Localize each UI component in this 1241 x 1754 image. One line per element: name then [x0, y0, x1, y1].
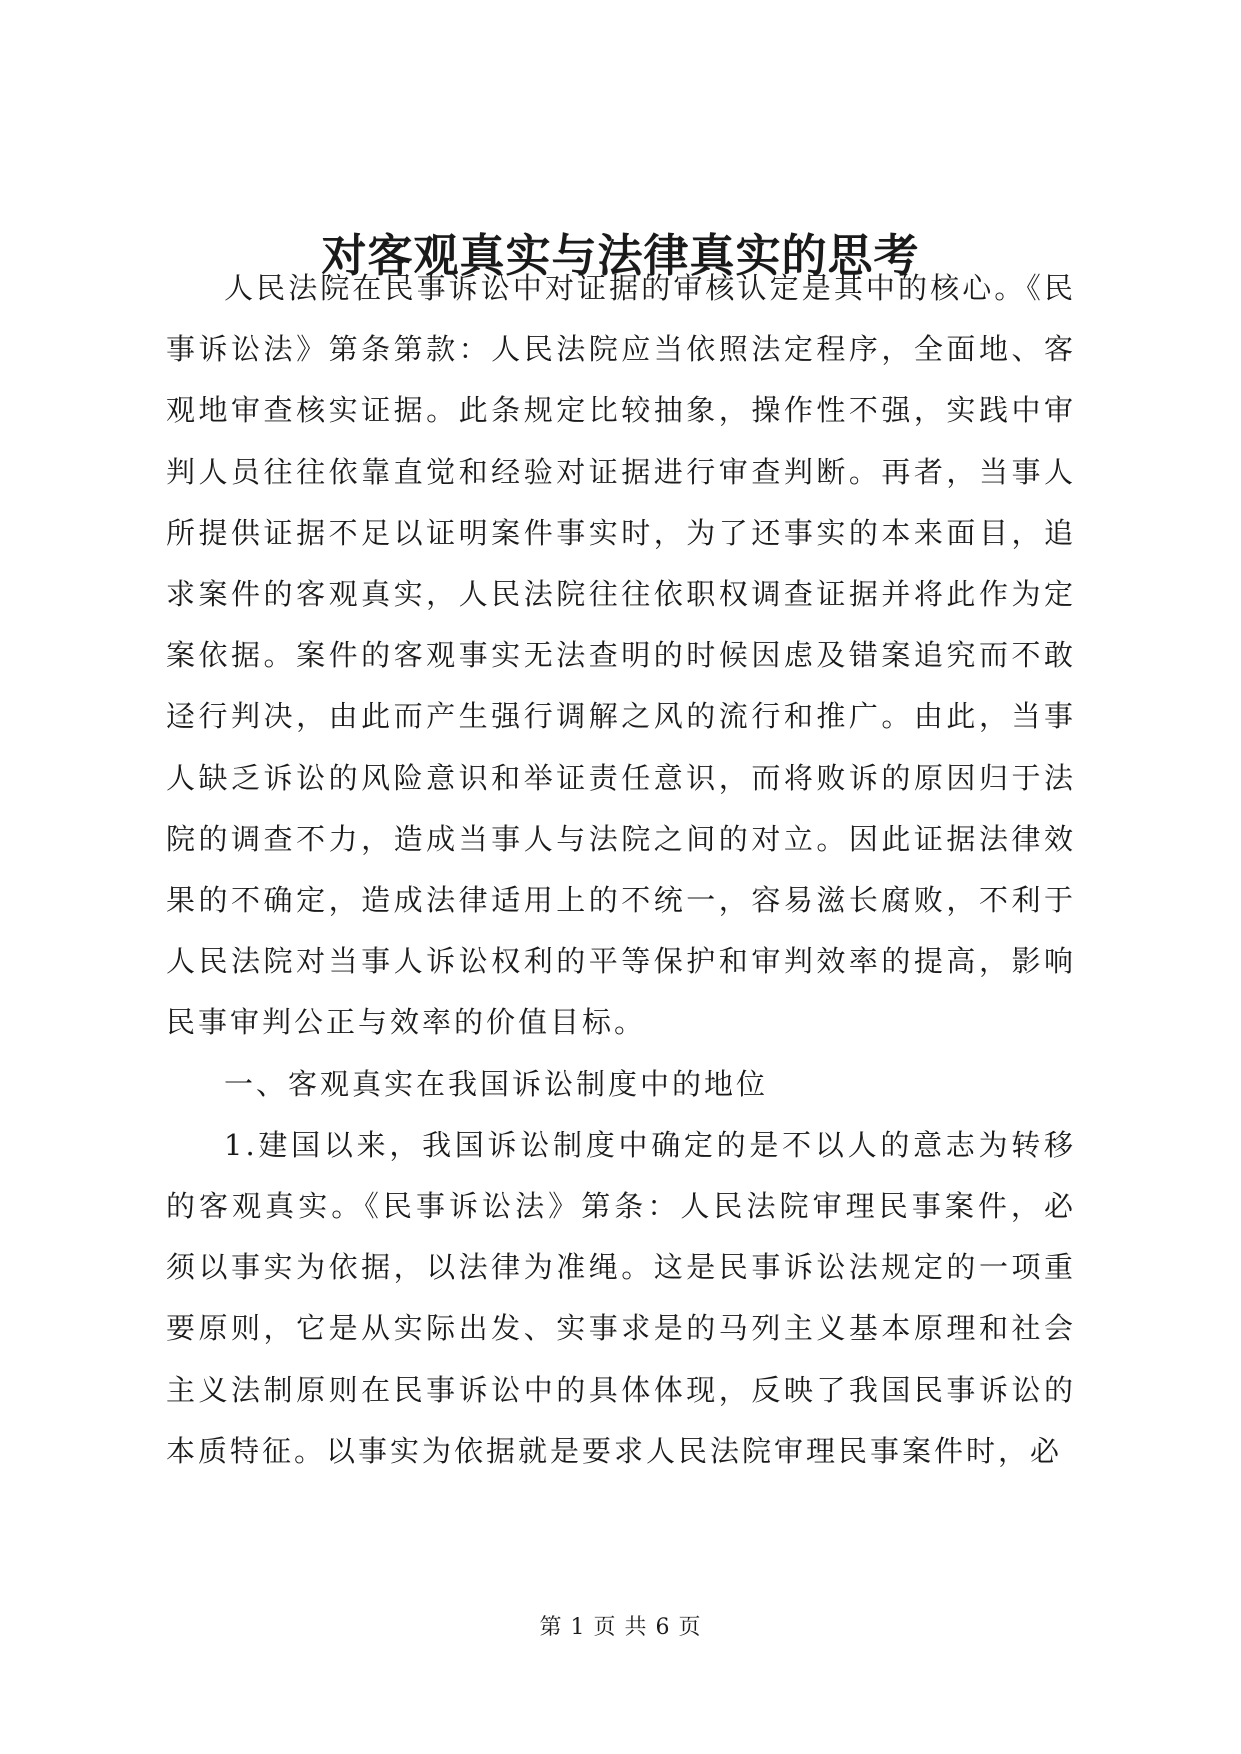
section-heading: 一、客观真实在我国诉讼制度中的地位: [224, 1066, 769, 1101]
section-paragraph: 1.建国以来，我国诉讼制度中确定的是不以人的意志为转移的客观真实。《民事诉讼法》第条：人民法院审理民事案件，必须以事实为依据，以法律为准绳。这是民事诉讼法规定的一项重要原则，它是从实际出发、实事求是的马列主义基本原理和社会主义法制原则在民事诉讼中的具体体现，反映了我国民事诉讼的本质特征。以事实为依据就是要求人民法院审理民事案件时，必: [166, 1127, 1076, 1468]
document-title: 对客观真实与法律真实的思考: [321, 229, 920, 282]
page-number-footer: 第 1 页 共 6 页: [539, 1615, 702, 1640]
document-body: [166, 258, 1076, 1482]
intro-paragraph: 人民法院在民事诉讼中对证据的审核认定是其中的核心。《民事诉讼法》第条第款：人民法院应当依照法定程序，全面地、客观地审查核实证据。此条规定比较抽象，操作性不强，实践中审判人员往往依靠直觉和经验对证据进行审查判断。再者，当事人所提供证据不足以证明案件事实时，为了还事实的本来面目，追求案件的客观真实，人民法院往往依职权调查证据并将此作为定案依据。案件的客观事实无法查明的时候因虑及错案追究而不敢迳行判决，由此而产生强行调解之风的流行和推广。由此，当事人缺乏诉讼的风险意识和举证责任意识，而将败诉的原因归于法院的调查不力，造成当事人与法院之间的对立。因此证据法律效果的不确定，造成法律适用上的不统一，容易滋长腐败，不利于人民法院对当事人诉讼权利的平等保护和审判效率的提高，影响民事审判公正与效率的价值目标。: [166, 271, 1076, 1040]
